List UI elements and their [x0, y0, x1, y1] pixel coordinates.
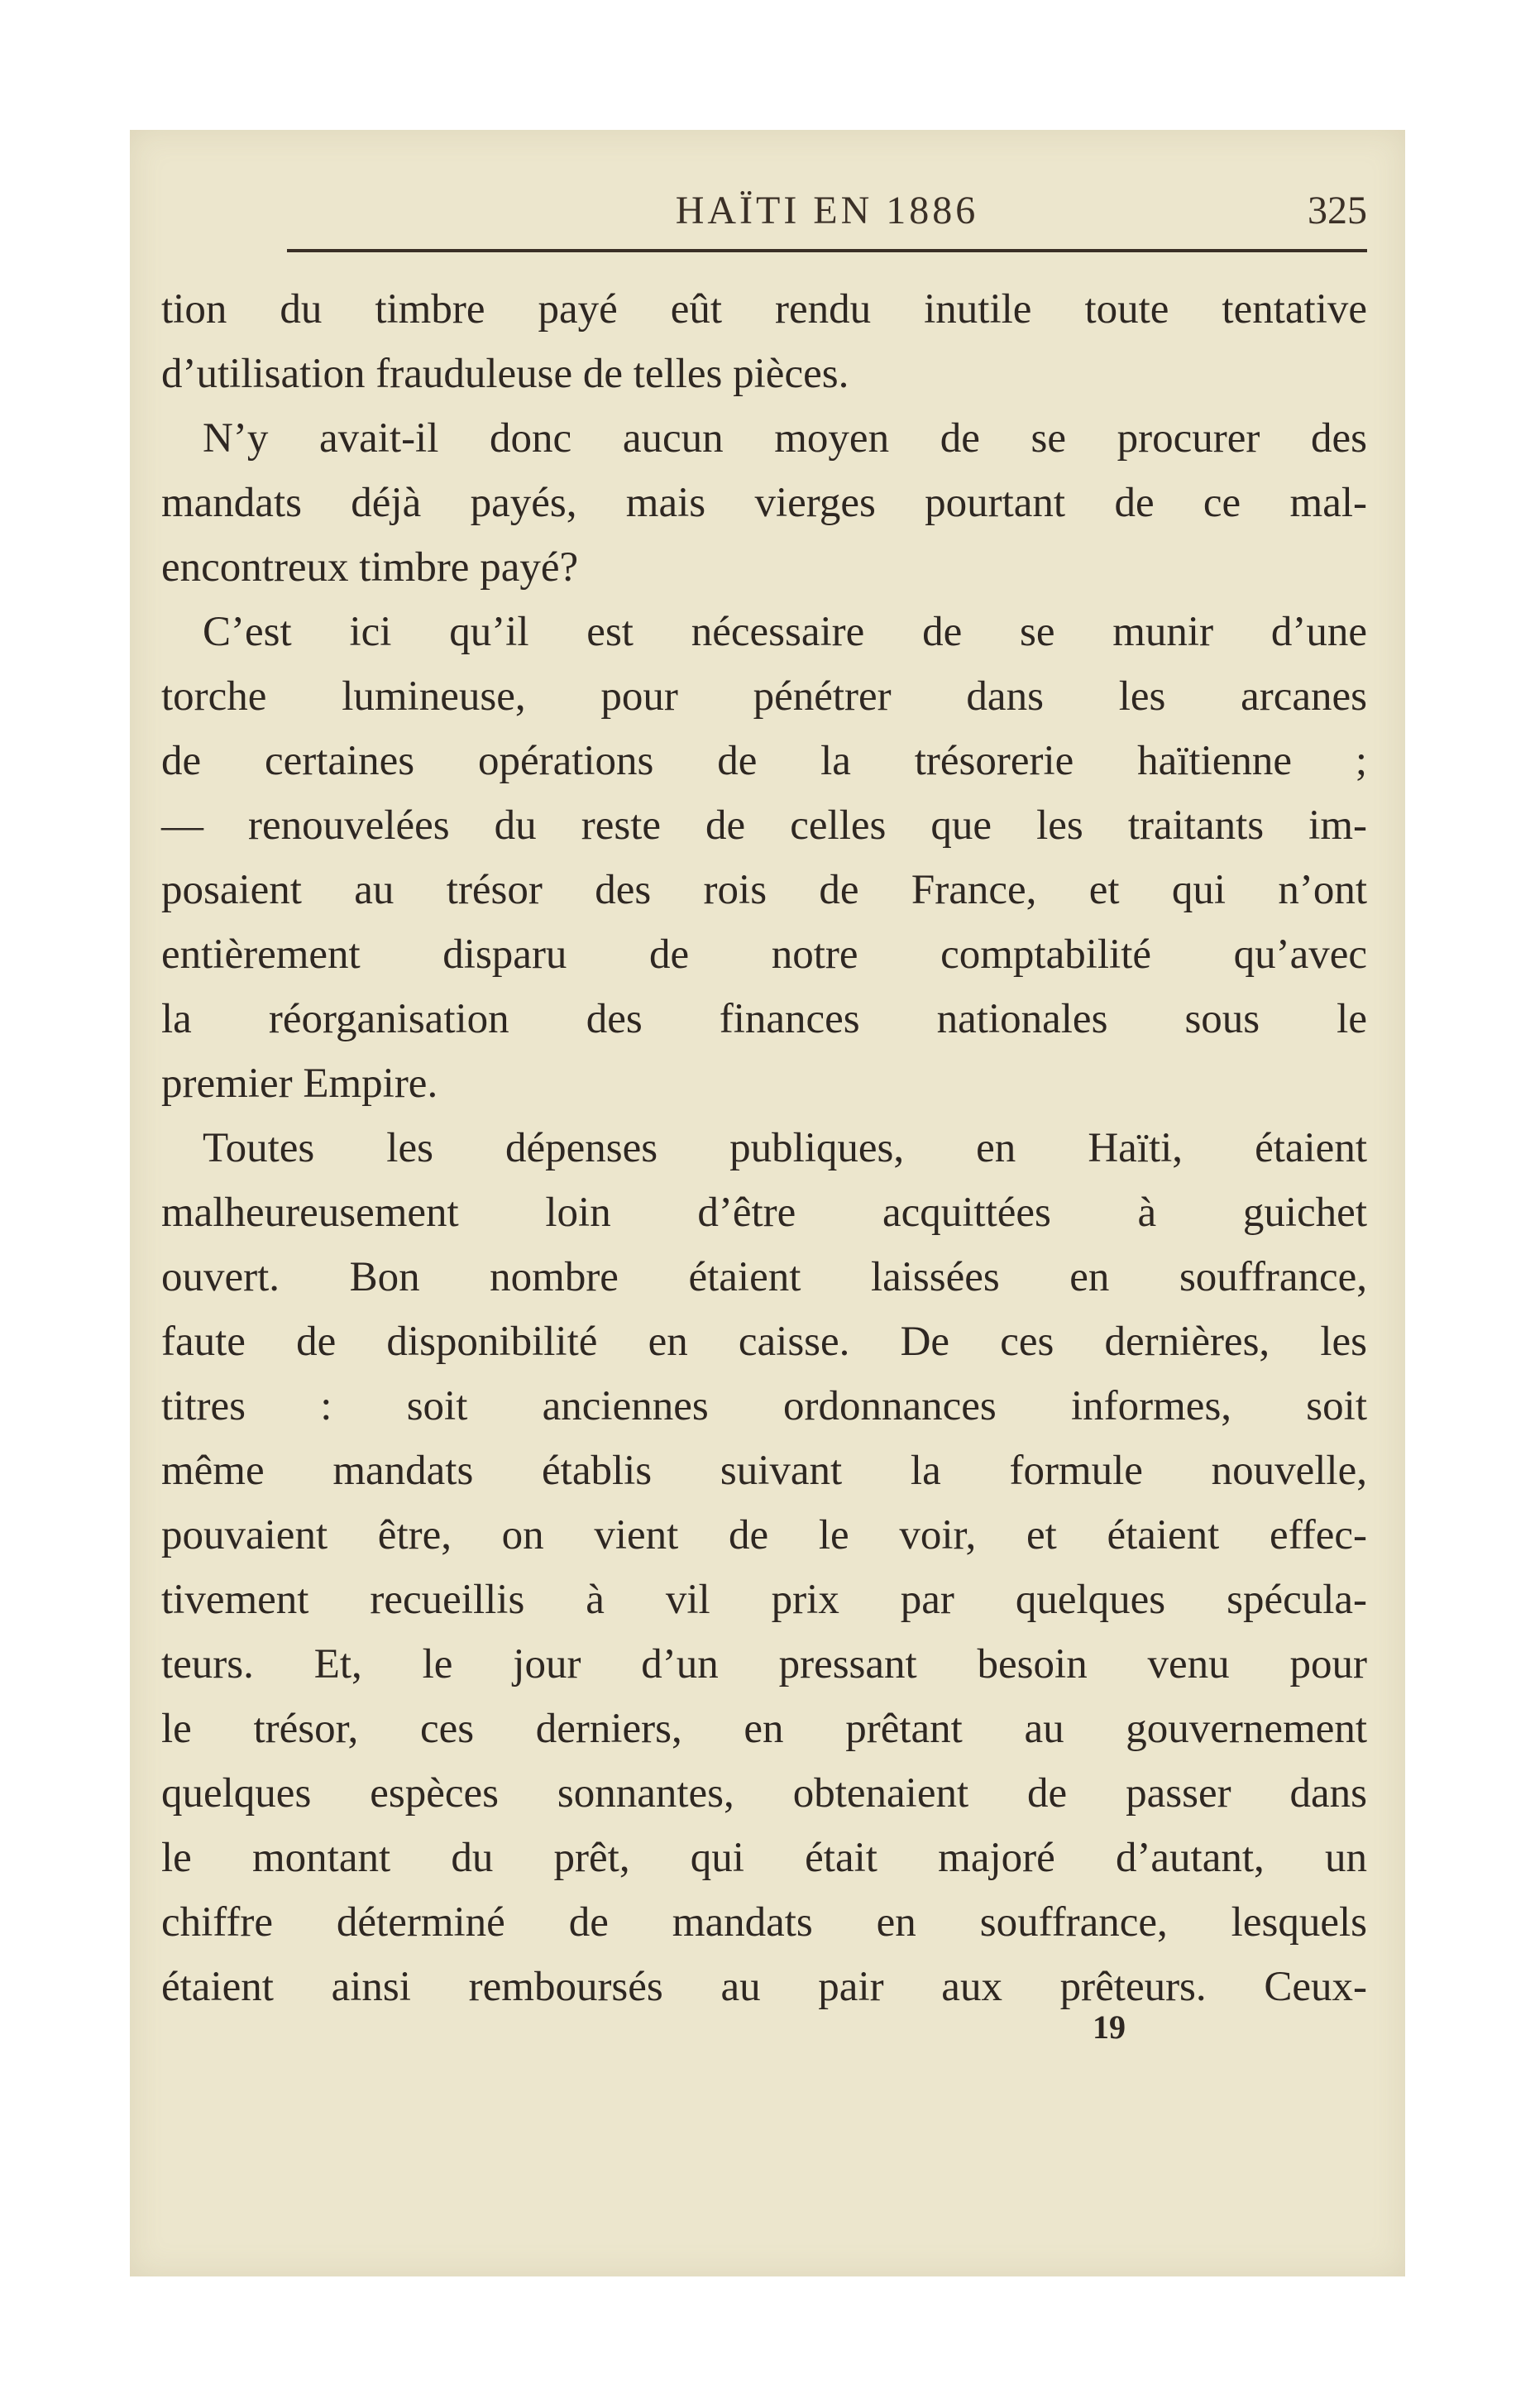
page-number: 325 [1308, 189, 1367, 232]
text-line: N’y avait-il donc aucun moyen de se procurer des [203, 415, 1367, 462]
text-line: premier Empire. [161, 1060, 438, 1107]
book-page [130, 130, 1405, 2276]
text-line: pouvaient être, on vient de le voir, et étaient effec- [161, 1512, 1367, 1558]
text-line: chiffre déterminé de mandats en souffrance, lesquels [161, 1899, 1367, 1946]
text-line: posaient au trésor des rois de France, et qui n’ont [161, 867, 1367, 913]
text-line: le trésor, ces derniers, en prêtant au gouvernement [161, 1706, 1367, 1752]
text-line: de certaines opérations de la trésorerie haïtienne ; [161, 738, 1367, 784]
text-line: teurs. Et, le jour d’un pressant besoin venu pour [161, 1641, 1367, 1688]
text-line: entièrement disparu de notre comptabilité qu’avec [161, 931, 1367, 978]
text-line: même mandats établis suivant la formule nouvelle, [161, 1448, 1367, 1494]
text-line: Toutes les dépenses publiques, en Haïti, étaient [203, 1125, 1367, 1171]
text-line: malheureusement loin d’être acquittées à guichet [161, 1190, 1367, 1236]
text-line: le montant du prêt, qui était majoré d’autant, un [161, 1835, 1367, 1881]
text-line: faute de disponibilité en caisse. De ces dernières, les [161, 1319, 1367, 1365]
text-line: — renouvelées du reste de celles que les traitants im- [161, 802, 1367, 849]
body-text [161, 277, 1367, 2019]
text-line: encontreux timbre payé? [161, 544, 579, 591]
header-rule [287, 249, 1367, 252]
text-line: torche lumineuse, pour pénétrer dans les arcanes [161, 673, 1367, 720]
text-line: quelques espèces sonnantes, obtenaient de passer dans [161, 1770, 1367, 1817]
text-line: mandats déjà payés, mais vierges pourtant de ce mal- [161, 480, 1367, 526]
text-line: titres : soit anciennes ordonnances informes, soit [161, 1383, 1367, 1429]
running-header [287, 180, 1367, 246]
text-line: tion du timbre payé eût rendu inutile toute tentative [161, 286, 1367, 333]
text-line: ouvert. Bon nombre étaient laissées en souffrance, [161, 1254, 1367, 1300]
signature-mark: 19 [1093, 2008, 1126, 2046]
text-line: d’utilisation frauduleuse de telles pièces. [161, 351, 849, 397]
running-title: HAÏTI EN 1886 [675, 189, 979, 232]
text-line: la réorganisation des finances nationales sous le [161, 996, 1367, 1042]
text-line: étaient ainsi remboursés au pair aux prêteurs. Ceux- [161, 1964, 1367, 2010]
text-line: C’est ici qu’il est nécessaire de se munir d’une [203, 609, 1367, 655]
text-line: tivement recueillis à vil prix par quelques spécula- [161, 1577, 1367, 1623]
